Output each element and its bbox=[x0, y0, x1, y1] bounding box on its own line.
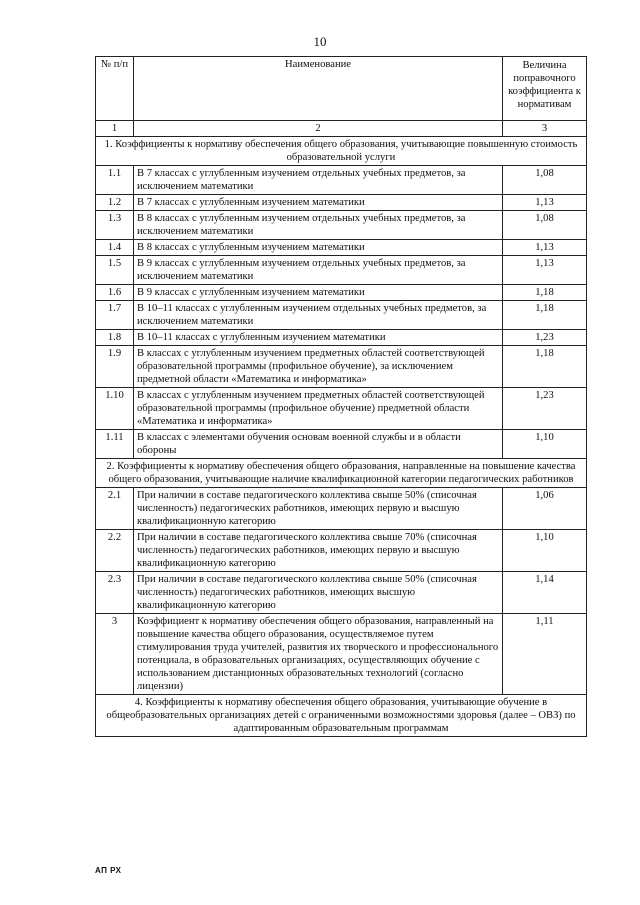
row-name: В 9 классах с углубленным изучением математики bbox=[134, 285, 503, 301]
coefficients-table bbox=[95, 56, 587, 737]
row-name: В 8 классах с углубленным изучением отдельных учебных предметов, за исключением математики bbox=[134, 211, 503, 240]
row-name: В 7 классах с углубленным изучением математики bbox=[134, 195, 503, 211]
page-number: 10 bbox=[313, 34, 327, 49]
section-title-row bbox=[96, 459, 587, 488]
row-value: 1,18 bbox=[503, 301, 587, 330]
table-row bbox=[96, 166, 587, 195]
row-value: 1,13 bbox=[503, 195, 587, 211]
row-name: В 9 классах с углубленным изучением отдельных учебных предметов, за исключением математики bbox=[134, 256, 503, 285]
row-name: В 10–11 классах с углубленным изучением отдельных учебных предметов, за исключением математики bbox=[134, 301, 503, 330]
row-value: 1,14 bbox=[503, 572, 587, 614]
row-value: 1,10 bbox=[503, 530, 587, 572]
row-name: В классах с углубленным изучением предметных областей соответствующей образовательной программы (профильное обучение), за исключением предметной области «Математика и информатика» bbox=[134, 346, 503, 388]
row-value: 1,08 bbox=[503, 211, 587, 240]
column-number: 3 bbox=[503, 121, 587, 137]
table-body bbox=[96, 57, 587, 737]
table-row bbox=[96, 285, 587, 301]
row-name: В 7 классах с углубленным изучением отдельных учебных предметов, за исключением математики bbox=[134, 166, 503, 195]
row-number: 3 bbox=[96, 614, 134, 695]
table-row bbox=[96, 240, 587, 256]
row-value: 1,06 bbox=[503, 488, 587, 530]
column-numbers-row bbox=[96, 121, 587, 137]
table-row bbox=[96, 346, 587, 388]
row-name: При наличии в составе педагогического коллектива свыше 50% (списочная численность) педагогических работников, имеющих первую и высшую квалификационную категорию bbox=[134, 488, 503, 530]
row-number: 1.4 bbox=[96, 240, 134, 256]
header-value: Величина поправочного коэффициента к нормативам bbox=[503, 57, 587, 121]
row-number: 1.6 bbox=[96, 285, 134, 301]
row-name: В классах с углубленным изучением предметных областей соответствующей образовательной программы (профильное обучение) предметной области «Математика и информатика» bbox=[134, 388, 503, 430]
row-number: 2.3 bbox=[96, 572, 134, 614]
row-name: В 10–11 классах с углубленным изучением математики bbox=[134, 330, 503, 346]
row-value: 1,23 bbox=[503, 330, 587, 346]
row-name: При наличии в составе педагогического коллектива свыше 70% (списочная численность) педагогических работников, имеющих первую и высшую квалификационную категорию bbox=[134, 530, 503, 572]
column-number: 2 bbox=[134, 121, 503, 137]
table-row bbox=[96, 430, 587, 459]
row-name: В классах с элементами обучения основам военной службы и в области обороны bbox=[134, 430, 503, 459]
table-row bbox=[96, 388, 587, 430]
row-number: 1.2 bbox=[96, 195, 134, 211]
section-title: 1. Коэффициенты к нормативу обеспечения общего образования, учитывающие повышенную стоимость образовательной услуги bbox=[96, 137, 587, 166]
row-number: 1.9 bbox=[96, 346, 134, 388]
row-value: 1,13 bbox=[503, 256, 587, 285]
row-value: 1,18 bbox=[503, 346, 587, 388]
footer-mark: АП РХ bbox=[95, 866, 122, 875]
row-number: 2.2 bbox=[96, 530, 134, 572]
table-row bbox=[96, 330, 587, 346]
section-title: 4. Коэффициенты к нормативу обеспечения общего образования, учитывающие обучение в общеобразовательных организациях детей с ограниченными возможностями здоровья (далее – ОВЗ) по адаптированным образовательным программам bbox=[96, 695, 587, 737]
row-number: 1.7 bbox=[96, 301, 134, 330]
row-number: 1.5 bbox=[96, 256, 134, 285]
header-num: № п/п bbox=[96, 57, 134, 121]
row-name: При наличии в составе педагогического коллектива свыше 50% (списочная численность) педагогических работников, имеющих высшую квалификационную категорию bbox=[134, 572, 503, 614]
table-row bbox=[96, 301, 587, 330]
table-row bbox=[96, 614, 587, 695]
row-name: Коэффициент к нормативу обеспечения общего образования, направленный на повышение качества общего образования, осуществляемое путем стимулирования труда учителей, развития их творческого и профессионального потенциала, в образовательных организациях, осуществляющих обучение с использованием дистанционных образовательных технологий (согласно лицензии) bbox=[134, 614, 503, 695]
row-value: 1,13 bbox=[503, 240, 587, 256]
table-row bbox=[96, 530, 587, 572]
row-value: 1,11 bbox=[503, 614, 587, 695]
table-row bbox=[96, 572, 587, 614]
row-value: 1,23 bbox=[503, 388, 587, 430]
row-number: 2.1 bbox=[96, 488, 134, 530]
section-title-row bbox=[96, 695, 587, 737]
row-number: 1.8 bbox=[96, 330, 134, 346]
table-header-row bbox=[96, 57, 587, 121]
table-row bbox=[96, 211, 587, 240]
table-row bbox=[96, 195, 587, 211]
row-number: 1.1 bbox=[96, 166, 134, 195]
row-number: 1.3 bbox=[96, 211, 134, 240]
row-value: 1,18 bbox=[503, 285, 587, 301]
row-value: 1,08 bbox=[503, 166, 587, 195]
row-value: 1,10 bbox=[503, 430, 587, 459]
table-row bbox=[96, 488, 587, 530]
header-name: Наименование bbox=[134, 57, 503, 121]
row-name: В 8 классах с углубленным изучением математики bbox=[134, 240, 503, 256]
column-number: 1 bbox=[96, 121, 134, 137]
section-title-row bbox=[96, 137, 587, 166]
section-title: 2. Коэффициенты к нормативу обеспечения общего образования, направленные на повышение качества общего образования, учитывающие наличие квалификационной категории педагогических работников bbox=[96, 459, 587, 488]
row-number: 1.10 bbox=[96, 388, 134, 430]
row-number: 1.11 bbox=[96, 430, 134, 459]
table-row bbox=[96, 256, 587, 285]
